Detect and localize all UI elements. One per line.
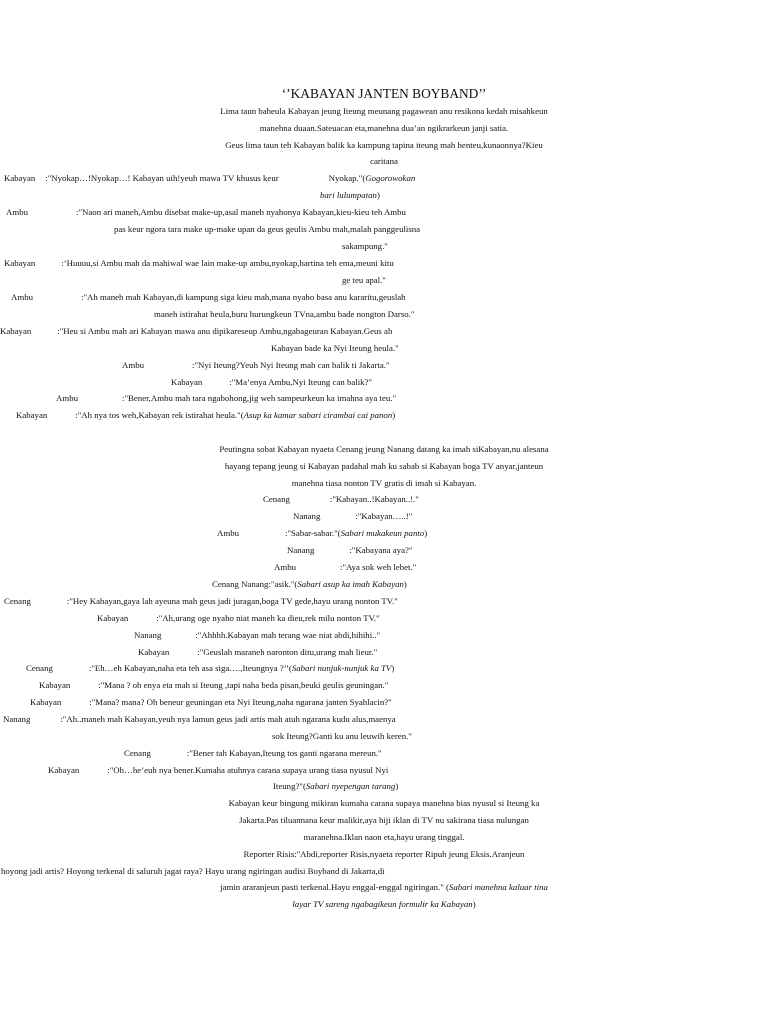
closing-paren: ) [403,579,407,589]
dialog-text: :"Kabayan…..!" [355,511,413,521]
narration-line [0,103,768,120]
narration-line [0,812,768,829]
dialog-line [56,390,768,407]
dialog-line [171,374,768,391]
dialog-line [134,627,768,644]
dialog-text: :"Ah,urang oge nyaho niat maneh ka dieu,rek milu nonton TV." [156,613,380,623]
stage-direction: Asup ka kamar sabari cirambai cai panon [243,410,393,420]
stage-direction: Sabari asup ka imah Kabayan [297,579,404,589]
dialog-text: :’Huuuu,si Ambu mah da mahiwal wae lain make-up ambu,nyokap,hartina teh ema,meuni kitu [61,258,394,268]
line-text: Jakarta.Pas tiluannana keur malikir,aya hiji iklan di TV nu sakirana tiasa nulungan [239,815,529,825]
dialog-text: :"Nyokap…!Nyokap…! Kabayan uih!yeuh mawa TV khusus keur [45,173,279,183]
line-text: hayang tepang jeung si Kabayan padahal mah ku sabab si Kabayan boga TV anyar,janteun [224,461,544,471]
speaker-name: Kabayan [0,326,32,336]
narration-line [0,120,768,137]
speaker-name: Kabayan [48,765,80,775]
closing-paren: ) [376,190,380,200]
line-text: sok Iteung?Ganti ku anu leuwih keren." [272,731,412,741]
line-text: pas keur ngora tara make up-make upan da geus geulis Ambu mah,malah panggeulisna [114,224,421,234]
dialog-text: :"Kabayan..!Kabayan..!." [329,494,419,504]
dialog-text: :"Hey Kabayan,gaya lah ayeuna mah geus jadi juragan,boga TV gede,hayu urang nonton TV." [66,596,398,606]
line-text: manehna tiasa nonton TV gratis di imah si Kabayan. [291,478,477,488]
speaker-name: Cenang [263,494,290,504]
dialog-continuation [272,728,768,745]
line-text: Geus lima taun teh Kabayan balik ka kampung tapina iteung mah henteu,kunaonnya?Kieu [225,140,543,150]
speaker-name: Kabayan [171,377,203,387]
narration-line [0,137,768,154]
speaker-name: Nanang [3,714,31,724]
speaker-name: Cenang [26,663,53,673]
line-text: Reporter Risis:"Abdi,reporter Risis,nyaeta reporter Ripuh jeung Eksis.Aranjeun [243,849,525,859]
narration-line [0,896,768,913]
dialog-line [212,576,768,593]
line-text: maneh istirahat heula,buru hurungkeun TVna,ambu bade nongton Darso." [154,309,415,319]
narration-line [0,441,768,458]
dialog-line [274,559,768,576]
narration-line [0,153,768,170]
dialog-text: :"Bener,Ambu mah tara ngabohong,jig weh sampeurkeun ka imahna aya teu." [122,393,397,403]
dialog-line [287,542,768,559]
dialog-line [122,357,768,374]
dialog-line [6,204,768,221]
closing-paren: ) [391,663,395,673]
dialog-text: Iteung?"( [273,781,306,791]
speaker-name: Ambu [6,207,28,217]
dialog-text: :"Geuslah maraneh naronton ditu,urang mah lieur." [197,647,378,657]
dialog-line [124,745,768,762]
document-title: ‘’KABAYAN JANTEN BOYBAND’’ [281,86,487,101]
dialog-text: :"Bener tah Kabayan,Iteung tos ganti ngarana mereun." [186,748,382,758]
dialog-text: :"Ma’enya Ambu,Nyi Iteung can balik?" [229,377,373,387]
dialog-text: :"Mana? mana? Oh beneur geuningan eta Nyi Iteung,naha ngarana janten Syahlacin?" [89,697,392,707]
dialog-text: :"Aya sok weh lebet." [340,562,417,572]
dialog-continuation [320,187,768,204]
speaker-name: Cenang [124,748,151,758]
narration-line [1,863,768,880]
speaker-name: Nanang [293,511,321,521]
narration-line [0,879,768,896]
dialog-text: jamin araranjeun pasti terkenal.Hayu enggal-enggal ngiringan." ( [220,882,449,892]
dialog-continuation [271,340,768,357]
closing-paren: ) [424,528,428,538]
speaker-name: Nanang [287,545,315,555]
dialog-continuation [114,221,768,238]
dialog-text: :"Ahhhh.Kabayan mah terang wae niat abdi,hihihi.." [195,630,381,640]
dialog-line [39,677,768,694]
narration-line [0,829,768,846]
narration-line [0,795,768,812]
dialog-text: :"Ah..maneh mah Kabayan,yeuh nya lamun geus jadi artis mah atuh ngarana kudu alus,maenya [60,714,396,724]
line-text: Peutingna sobat Kabayan nyaeta Cenang jeung Nanang datang ka imah siKabayan,nu alesana [219,444,549,454]
narration-line [0,458,768,475]
dialog-text: :"Kabayana aya?" [349,545,413,555]
stage-direction: layar TV sareng ngabagikeun formulir ka Kabayan [292,899,473,909]
speaker-name: Nanang [134,630,162,640]
dialog-text: :"Nyi Iteung?Yeuh Nyi Iteung mah can balik ti Jakarta." [192,360,390,370]
stage-direction: Sabari nunjuk-nunjuk ka TV [291,663,392,673]
line-text: maranehna.Iklan naon eta,hayu urang tinggal. [303,832,465,842]
dialog-line [30,694,768,711]
speaker-name: Ambu [56,393,78,403]
dialog-line [138,644,768,661]
closing-paren: ) [472,899,476,909]
dialog-line [4,255,768,272]
dialog-continuation [342,272,768,289]
line-text: Lima taun baheula Kabayan jeung Iteung meunang pagawean anu resikona kedah misahkeun [220,106,548,116]
speaker-name: Kabayan [138,647,170,657]
dialog-line [4,170,768,187]
stage-direction: Sabari manehna kaluar tina [448,882,548,892]
speaker-name: Ambu [274,562,296,572]
dialog-line [217,525,768,542]
closing-paren: ) [392,410,396,420]
dialog-line [48,762,768,779]
narration-line [0,846,768,863]
dialog-continuation [154,306,768,323]
dialog-text: :"Eh…eh Kabayan,naha eta teh asa siga….,Iteungnya ?’’( [88,663,292,673]
line-text: caritana [370,156,398,166]
line-text: ge teu apal." [342,275,386,285]
line-text: hoyong jadi artis? Hoyong terkenal di saluruh jagat raya? Hayu urang ngiringan audisi Boyband di Jakarta,di [1,866,385,876]
line-text: Kabayan keur bingung mikiran kumaha carana supaya manehna bias nyusul si Iteung ka [228,798,540,808]
dialog-text: Cenang Nanang:"asik."( [212,579,298,589]
stage-direction: bari lulumpatan [320,190,377,200]
dialog-continuation [273,778,768,795]
stage-direction: Sabari mukakeun panto [340,528,425,538]
speaker-name: Cenang [4,596,31,606]
dialog-text: :"Ah maneh mah Kabayan,di kampung siga kieu mah,mana nyaho basa anu kararitu,geuslah [81,292,406,302]
dialog-text: :"Heu si Ambu mah ari Kabayan mawa anu dipikareseup Ambu,ngabageuran Kabayan.Geus ah [57,326,393,336]
speaker-name: Kabayan [39,680,71,690]
line-text: Kabayan bade ka Nyi Iteung heula." [271,343,399,353]
dialog-line [16,407,768,424]
dialog-line [293,508,768,525]
dialog-line [0,323,768,340]
stage-direction: Sabari nyepengan tarang [305,781,396,791]
speaker-name: Ambu [122,360,144,370]
speaker-name: Kabayan [4,173,36,183]
dialog-text: :"Naon ari maneh,Ambu disebat make-up,asal maneh nyahonya Kabayan,kieu-kieu teh Ambu [76,207,406,217]
closing-paren: ) [395,781,399,791]
dialog-line [26,660,768,677]
dialog-line [97,610,768,627]
dialog-text: :"Sabar-sabar."( [285,528,341,538]
speaker-name: Kabayan [30,697,62,707]
dialog-text: :"Oh…he’euh nya bener.Kumaha atuhnya carana supaya urang tiasa nyusul Nyi [107,765,389,775]
dialog-line [11,289,768,306]
dialog-line [4,593,768,610]
dialog-continuation [342,238,768,255]
speaker-name: Ambu [11,292,33,302]
line-text: sakampung." [342,241,388,251]
speaker-name: Kabayan [97,613,129,623]
dialog-text: :"Ah nya tos weh,Kabayan rek istirahat heula."( [75,410,244,420]
speaker-name: Kabayan [4,258,36,268]
speaker-name: Ambu [217,528,239,538]
stage-direction: Gogorowokan [365,173,416,183]
narration-line [0,475,768,492]
dialog-text: Nyokap."( [328,173,366,183]
speaker-name: Kabayan [16,410,48,420]
dialog-line [3,711,768,728]
dialog-line [263,491,768,508]
dialog-text: :"Mana ? oh enya eta mah si Iteung ,tapi naha beda pisan,beuki geulis geuningan." [98,680,389,690]
line-text: manehna duaan.Sateuacan eta,manehna dua’an ngikrarkeun janji satia. [259,123,509,133]
